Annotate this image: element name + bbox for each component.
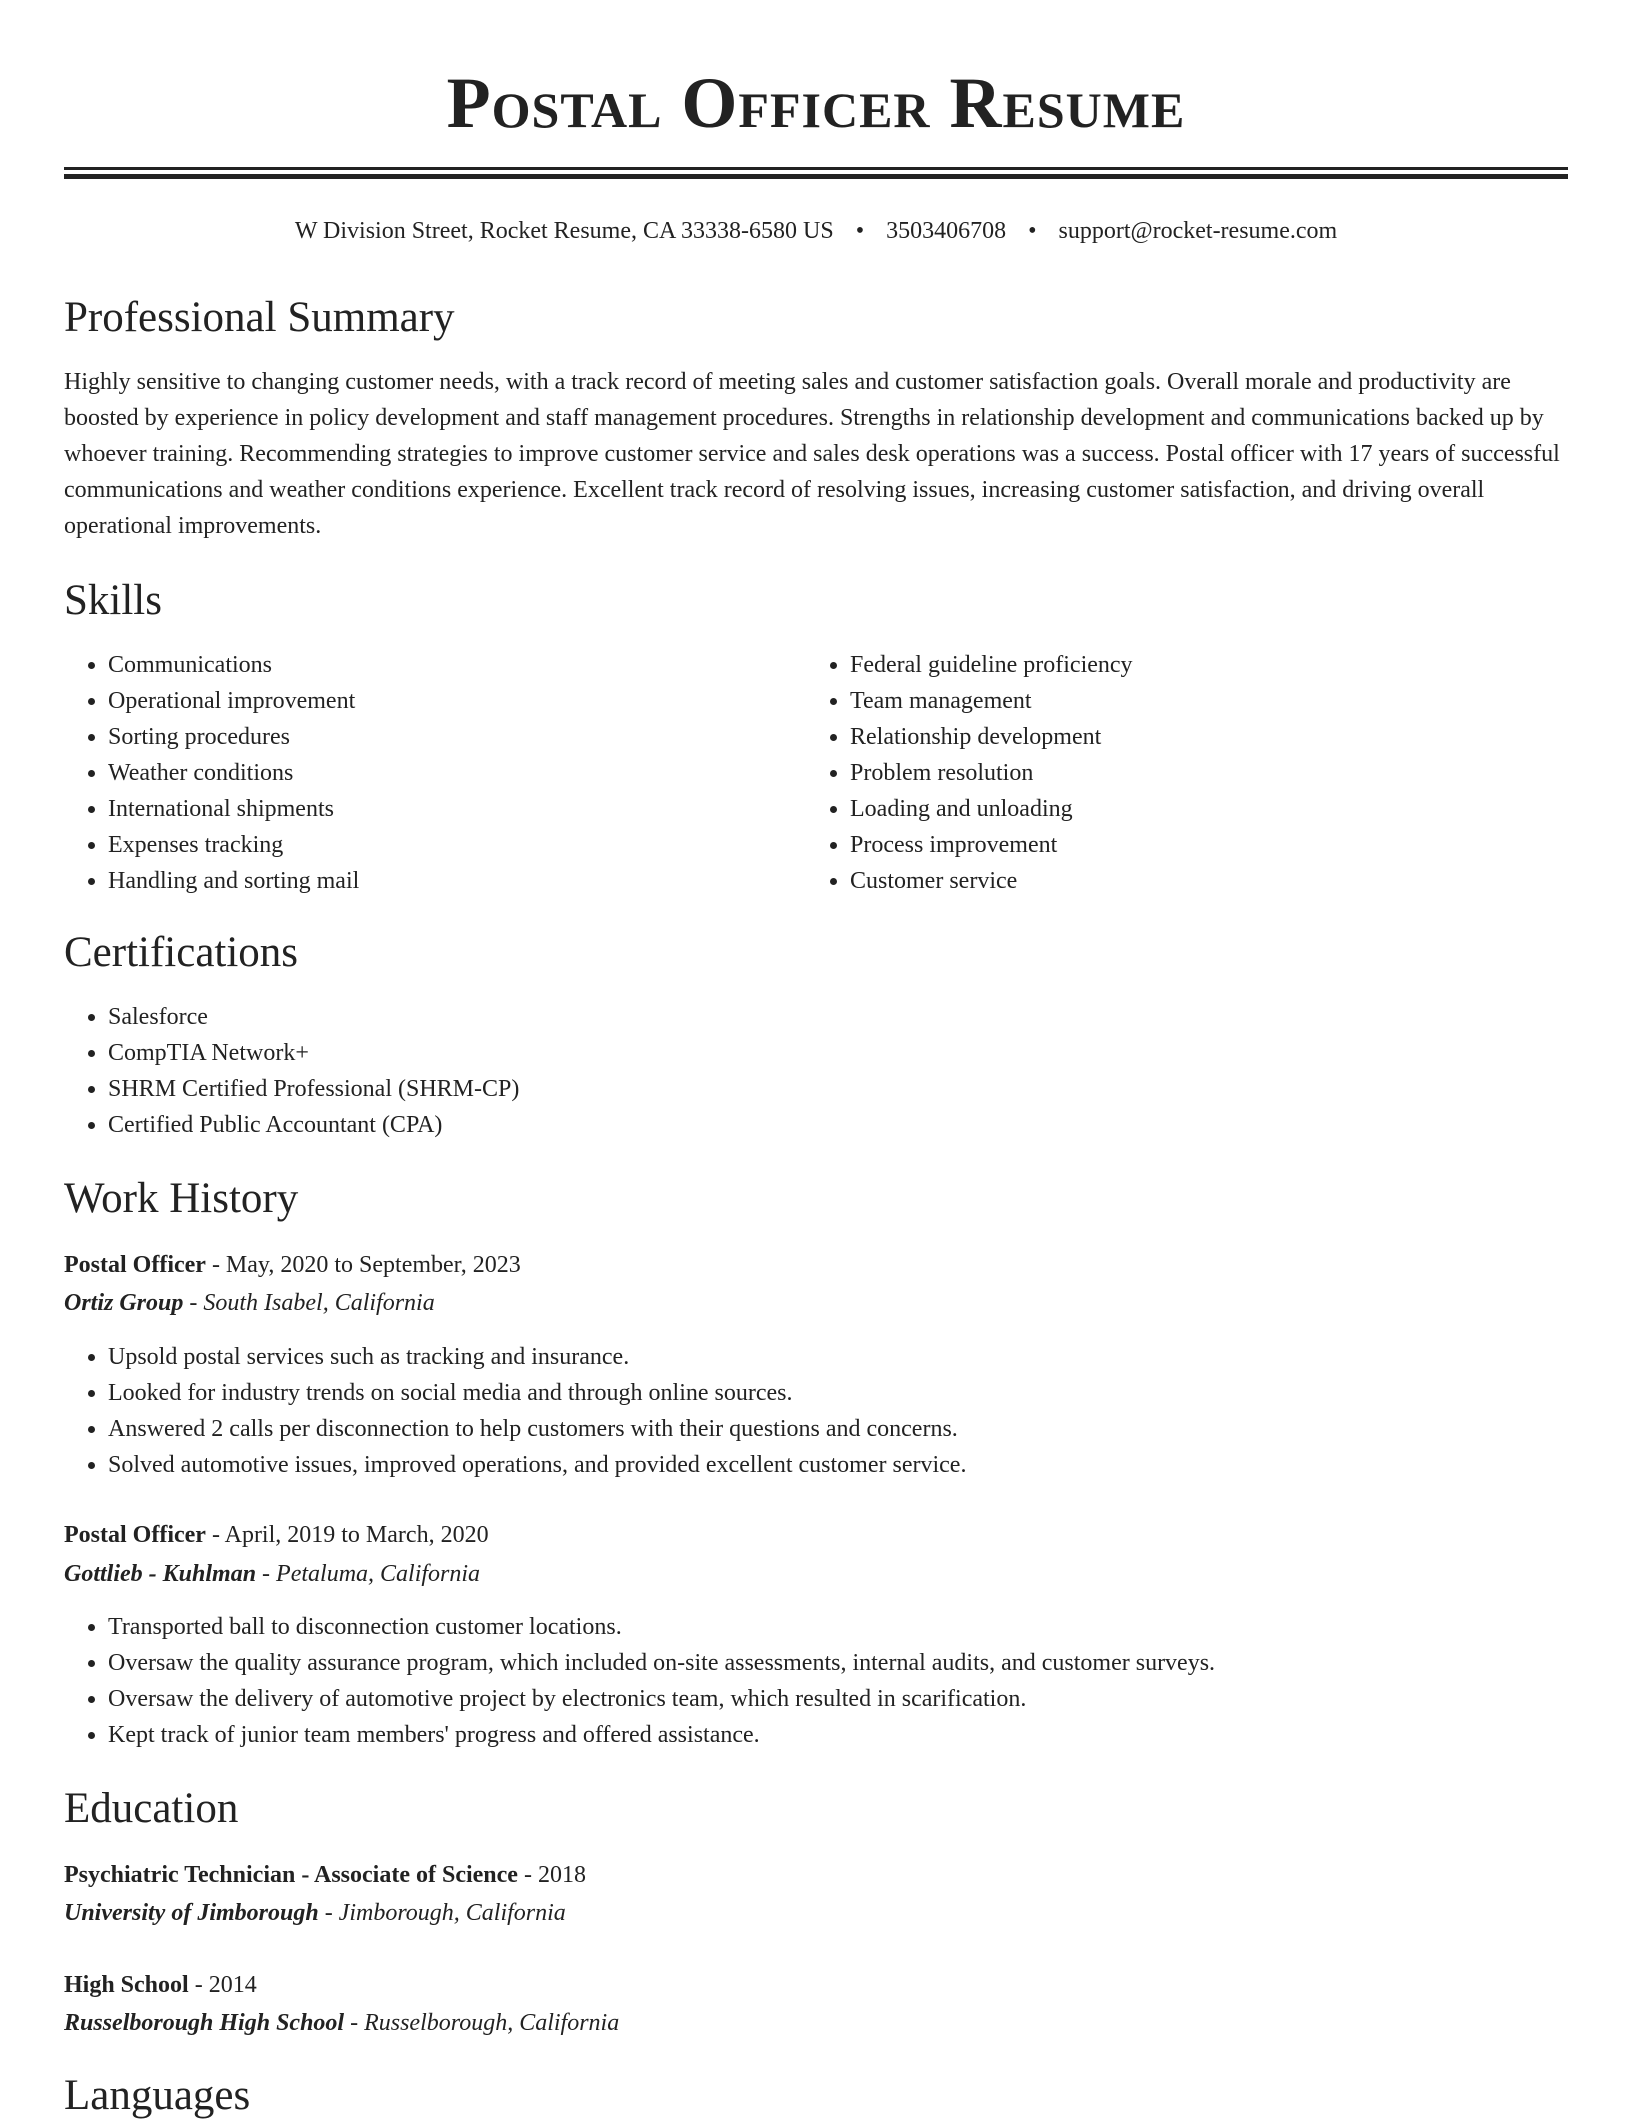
list-item: • Team management <box>850 683 1590 719</box>
job-location: - Petaluma, California <box>256 1561 481 1587</box>
list-item: • CompTIA Network+ <box>108 1035 1588 1071</box>
education-location: - Jimborough, California <box>318 1900 566 1926</box>
list-item: • Certified Public Accountant (CPA) <box>108 1107 1588 1143</box>
skills-list-left <box>64 647 848 899</box>
list-item: • Operational improvement <box>108 683 848 719</box>
list-item: • Expenses tracking <box>108 827 848 863</box>
job-company: Ortiz Group <box>64 1290 184 1316</box>
languages-heading: Languages <box>64 2072 251 2119</box>
contact-address: W Division Street, Rocket Resume, CA 33338-6580 US <box>294 218 834 244</box>
job-company-line <box>64 1284 435 1322</box>
title-rule-thick <box>64 174 1568 179</box>
contact-separator: • <box>855 218 865 244</box>
list-item: • Oversaw the delivery of automotive project by electronics team, which resulted in scarification. <box>108 1681 1588 1717</box>
education-year: - 2014 <box>188 1972 257 1998</box>
skills-heading: Skills <box>64 577 162 624</box>
education-degree-line <box>64 1966 257 2004</box>
job-company: Gottlieb - Kuhlman <box>64 1561 257 1587</box>
job-title-line <box>64 1246 521 1284</box>
list-item: • Transported ball to disconnection customer locations. <box>108 1609 1588 1645</box>
education-school-line <box>64 1894 566 1932</box>
contact-separator: • <box>1028 218 1037 244</box>
list-item: • Salesforce <box>108 999 1588 1035</box>
education-location: - Russelborough, California <box>344 2010 620 2036</box>
list-item: • Customer service <box>850 863 1590 899</box>
job-dates: - April, 2019 to March, 2020 <box>205 1522 489 1548</box>
list-item: • Kept track of junior team members' progress and offered assistance. <box>108 1717 1588 1753</box>
certifications-heading: Certifications <box>64 929 299 976</box>
education-heading: Education <box>64 1785 239 1832</box>
education-degree: Psychiatric Technician - Associate of Science <box>64 1862 518 1888</box>
resume-page <box>64 0 1568 2119</box>
education-school: University of Jimborough <box>64 1900 319 1926</box>
job-title: Postal Officer <box>64 1252 206 1278</box>
job-title-line <box>64 1516 489 1554</box>
list-item: • Weather conditions <box>108 755 848 791</box>
resume-title: Postal Officer Resume <box>446 63 1186 143</box>
job-company-line <box>64 1555 480 1593</box>
list-item: • International shipments <box>108 791 848 827</box>
contact-email: support@rocket-resume.com <box>1058 218 1338 244</box>
certifications-list <box>64 999 1588 1143</box>
job-bullets <box>64 1609 1588 1753</box>
list-item: • Relationship development <box>850 719 1590 755</box>
list-item: • SHRM Certified Professional (SHRM-CP) <box>108 1071 1588 1107</box>
list-item: • Problem resolution <box>850 755 1590 791</box>
summary-text: Highly sensitive to changing customer needs, with a track record of meeting sales and customer satisfaction goals. Overall morale and productivity are boosted by experience in policy development and staff management procedures. Strengths in relationship development and communications backed up by whoever training. Recommending strategies to improve customer service and sales desk operations was a success. Postal officer with 17 years of successful communications and weather conditions experience. Excellent track record of resolving issues, increasing customer satisfaction, and driving overall operational improvements. <box>64 369 1560 539</box>
list-item: • Looked for industry trends on social media and through online sources. <box>108 1375 1588 1411</box>
work-history-heading: Work History <box>64 1175 299 1222</box>
list-item: • Federal guideline proficiency <box>850 647 1590 683</box>
skills-list-right <box>806 647 1590 899</box>
job-title: Postal Officer <box>64 1522 206 1548</box>
education-degree: High School <box>64 1972 189 1998</box>
job-bullets <box>64 1339 1588 1483</box>
list-item: • Solved automotive issues, improved operations, and provided excellent customer service. <box>108 1447 1588 1483</box>
list-item: • Loading and unloading <box>850 791 1590 827</box>
summary-heading: Professional Summary <box>64 294 455 341</box>
contact-line <box>64 213 1568 249</box>
list-item: • Upsold postal services such as tracking and insurance. <box>108 1339 1588 1375</box>
list-item: • Oversaw the quality assurance program, which included on-site assessments, internal audits, and customer surveys. <box>108 1645 1588 1681</box>
list-item: • Answered 2 calls per disconnection to help customers with their questions and concerns. <box>108 1411 1588 1447</box>
education-year: - 2018 <box>517 1862 586 1888</box>
job-dates: - May, 2020 to September, 2023 <box>205 1252 521 1278</box>
education-school-line <box>64 2004 619 2042</box>
education-school: Russelborough High School <box>64 2010 345 2036</box>
list-item: • Handling and sorting mail <box>108 863 848 899</box>
list-item: • Process improvement <box>850 827 1590 863</box>
title-rule-thin <box>64 167 1568 170</box>
list-item: • Communications <box>108 647 848 683</box>
contact-phone: 3503406708 <box>886 218 1007 244</box>
education-degree-line <box>64 1856 586 1894</box>
list-item: • Sorting procedures <box>108 719 848 755</box>
job-location: - South Isabel, California <box>183 1290 435 1316</box>
